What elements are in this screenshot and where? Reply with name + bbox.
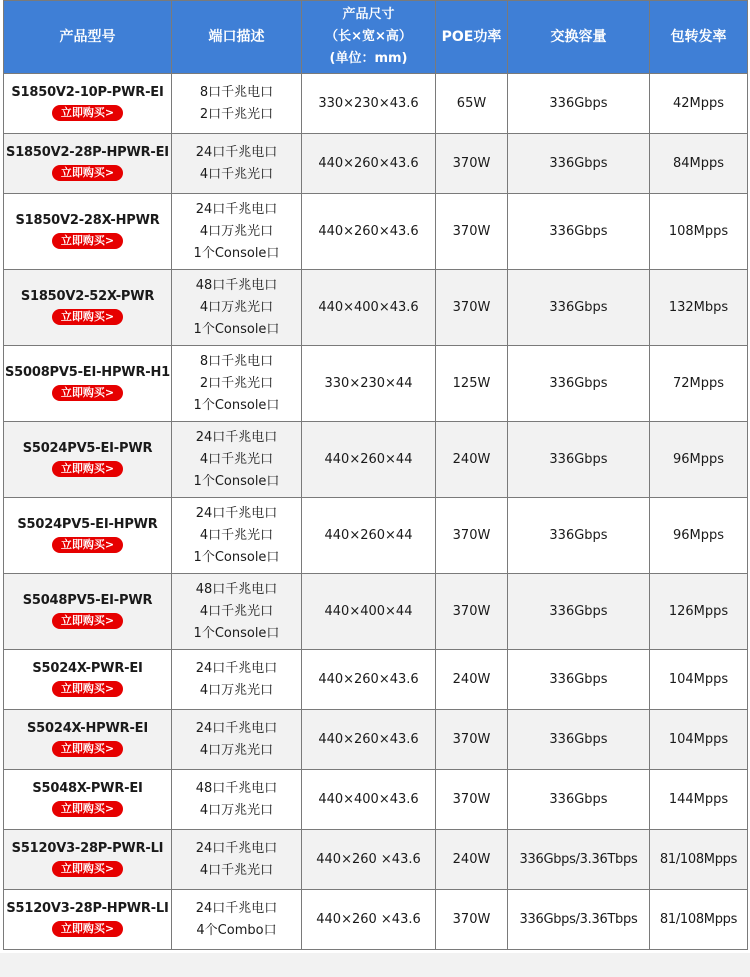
ports-cell bbox=[172, 134, 302, 194]
port-line: 4口万兆光口 bbox=[199, 682, 274, 698]
port-line: 24口千兆电口 bbox=[195, 505, 278, 521]
pps-cell: 72Mpps bbox=[650, 346, 748, 422]
model-cell bbox=[4, 770, 172, 830]
size-cell: 330×230×43.6 bbox=[302, 74, 436, 134]
ports-cell bbox=[172, 830, 302, 890]
size-cell: 440×260×43.6 bbox=[302, 710, 436, 770]
port-line: 4口万兆光口 bbox=[199, 223, 274, 239]
port-line: 8口千兆电口 bbox=[199, 353, 274, 369]
poe-cell: 370W bbox=[436, 574, 508, 650]
capacity-cell: 336Gbps bbox=[508, 650, 650, 710]
capacity-cell: 336Gbps/3.36Tbps bbox=[508, 890, 650, 950]
port-line: 4口万兆光口 bbox=[199, 742, 274, 758]
port-line: 24口千兆电口 bbox=[195, 429, 278, 445]
model-name: S5048X-PWR-EI bbox=[32, 780, 143, 796]
ports-cell bbox=[172, 74, 302, 134]
capacity-cell: 336Gbps bbox=[508, 134, 650, 194]
size-cell: 330×230×44 bbox=[302, 346, 436, 422]
buy-now-button[interactable]: 立即购买> bbox=[52, 461, 123, 477]
pps-cell: 81/108Mpps bbox=[650, 830, 748, 890]
header-size-line1: 产品尺寸 bbox=[342, 7, 395, 22]
table-row bbox=[4, 710, 748, 770]
port-line: 2口千兆光口 bbox=[199, 375, 274, 391]
pps-cell: 104Mpps bbox=[650, 650, 748, 710]
table-row bbox=[4, 890, 748, 950]
port-line: 24口千兆电口 bbox=[195, 201, 278, 217]
buy-now-button[interactable]: 立即购买> bbox=[52, 537, 123, 553]
poe-cell: 370W bbox=[436, 498, 508, 574]
port-line: 4口千兆光口 bbox=[199, 603, 274, 619]
capacity-cell: 336Gbps/3.36Tbps bbox=[508, 830, 650, 890]
buy-now-button[interactable]: 立即购买> bbox=[52, 613, 123, 629]
table-row bbox=[4, 346, 748, 422]
port-line: 48口千兆电口 bbox=[195, 277, 278, 293]
port-line: 24口千兆电口 bbox=[195, 660, 278, 676]
port-line: 4个Combo口 bbox=[196, 922, 277, 938]
poe-cell: 65W bbox=[436, 74, 508, 134]
port-line: 1个Console口 bbox=[193, 473, 280, 489]
model-cell bbox=[4, 890, 172, 950]
port-line: 4口千兆光口 bbox=[199, 451, 274, 467]
table-row bbox=[4, 270, 748, 346]
table-header-row bbox=[4, 1, 748, 74]
size-cell: 440×400×43.6 bbox=[302, 270, 436, 346]
model-cell bbox=[4, 74, 172, 134]
buy-now-button[interactable]: 立即购买> bbox=[52, 921, 123, 937]
ports-cell bbox=[172, 650, 302, 710]
ports-cell bbox=[172, 422, 302, 498]
pps-cell: 96Mpps bbox=[650, 422, 748, 498]
header-size-line3: (单位：mm) bbox=[329, 51, 408, 66]
model-name: S5024X-HPWR-EI bbox=[27, 720, 148, 736]
size-cell: 440×260×43.6 bbox=[302, 134, 436, 194]
buy-now-button[interactable]: 立即购买> bbox=[52, 861, 123, 877]
header-capacity: 交换容量 bbox=[508, 1, 650, 74]
size-cell: 440×260×43.6 bbox=[302, 194, 436, 270]
capacity-cell: 336Gbps bbox=[508, 710, 650, 770]
table-row bbox=[4, 134, 748, 194]
model-cell bbox=[4, 710, 172, 770]
port-line: 2口千兆光口 bbox=[199, 106, 274, 122]
port-line: 4口万兆光口 bbox=[199, 802, 274, 818]
buy-now-button[interactable]: 立即购买> bbox=[52, 385, 123, 401]
poe-cell: 370W bbox=[436, 710, 508, 770]
table-row bbox=[4, 650, 748, 710]
header-model: 产品型号 bbox=[4, 1, 172, 74]
ports-cell bbox=[172, 346, 302, 422]
model-name: S5024X-PWR-EI bbox=[32, 660, 143, 676]
port-line: 1个Console口 bbox=[193, 245, 280, 261]
model-cell bbox=[4, 830, 172, 890]
size-cell: 440×260 ×43.6 bbox=[302, 830, 436, 890]
ports-cell bbox=[172, 890, 302, 950]
table-row bbox=[4, 770, 748, 830]
model-cell bbox=[4, 574, 172, 650]
header-size bbox=[302, 1, 436, 74]
port-line: 48口千兆电口 bbox=[195, 581, 278, 597]
port-line: 1个Console口 bbox=[193, 549, 280, 565]
model-cell bbox=[4, 346, 172, 422]
port-line: 4口千兆光口 bbox=[199, 862, 274, 878]
size-cell: 440×260×44 bbox=[302, 498, 436, 574]
port-line: 8口千兆电口 bbox=[199, 84, 274, 100]
pps-cell: 81/108Mpps bbox=[650, 890, 748, 950]
model-name: S1850V2-28X-HPWR bbox=[15, 212, 160, 228]
model-cell bbox=[4, 134, 172, 194]
table-body bbox=[4, 74, 748, 950]
port-line: 1个Console口 bbox=[193, 397, 280, 413]
capacity-cell: 336Gbps bbox=[508, 422, 650, 498]
ports-cell bbox=[172, 574, 302, 650]
capacity-cell: 336Gbps bbox=[508, 346, 650, 422]
port-line: 24口千兆电口 bbox=[195, 840, 278, 856]
model-cell bbox=[4, 270, 172, 346]
port-line: 4口千兆光口 bbox=[199, 527, 274, 543]
model-cell bbox=[4, 650, 172, 710]
capacity-cell: 336Gbps bbox=[508, 574, 650, 650]
model-name: S5008PV5-EI-HPWR-H1 bbox=[5, 364, 170, 380]
model-name: S1850V2-28P-HPWR-EI bbox=[6, 144, 169, 160]
poe-cell: 125W bbox=[436, 346, 508, 422]
buy-now-button[interactable]: 立即购买> bbox=[52, 801, 123, 817]
size-cell: 440×260×44 bbox=[302, 422, 436, 498]
model-cell bbox=[4, 498, 172, 574]
port-line: 24口千兆电口 bbox=[195, 720, 278, 736]
size-cell: 440×260×43.6 bbox=[302, 650, 436, 710]
header-pps: 包转发率 bbox=[650, 1, 748, 74]
capacity-cell: 336Gbps bbox=[508, 270, 650, 346]
poe-cell: 370W bbox=[436, 770, 508, 830]
poe-cell: 370W bbox=[436, 134, 508, 194]
header-size-line2: （长×宽×高） bbox=[325, 29, 412, 44]
port-line: 1个Console口 bbox=[193, 321, 280, 337]
ports-cell bbox=[172, 270, 302, 346]
poe-cell: 240W bbox=[436, 830, 508, 890]
size-cell: 440×400×43.6 bbox=[302, 770, 436, 830]
model-cell bbox=[4, 194, 172, 270]
table-row bbox=[4, 74, 748, 134]
pps-cell: 144Mpps bbox=[650, 770, 748, 830]
table-row bbox=[4, 498, 748, 574]
pps-cell: 126Mpps bbox=[650, 574, 748, 650]
port-line: 48口千兆电口 bbox=[195, 780, 278, 796]
poe-cell: 370W bbox=[436, 270, 508, 346]
table-row bbox=[4, 422, 748, 498]
header-ports: 端口描述 bbox=[172, 1, 302, 74]
model-name: S1850V2-52X-PWR bbox=[20, 288, 155, 304]
buy-now-button[interactable]: 立即购买> bbox=[52, 681, 123, 697]
table-row bbox=[4, 830, 748, 890]
poe-cell: 240W bbox=[436, 422, 508, 498]
capacity-cell: 336Gbps bbox=[508, 498, 650, 574]
model-name: S5024PV5-EI-HPWR bbox=[17, 516, 158, 532]
ports-cell bbox=[172, 498, 302, 574]
pps-cell: 108Mpps bbox=[650, 194, 748, 270]
ports-cell bbox=[172, 710, 302, 770]
pps-cell: 96Mpps bbox=[650, 498, 748, 574]
ports-cell bbox=[172, 770, 302, 830]
model-name: S5120V3-28P-HPWR-LI bbox=[6, 900, 169, 916]
buy-now-button[interactable]: 立即购买> bbox=[52, 309, 123, 325]
ports-cell bbox=[172, 194, 302, 270]
poe-cell: 370W bbox=[436, 890, 508, 950]
port-line: 24口千兆电口 bbox=[195, 144, 278, 160]
capacity-cell: 336Gbps bbox=[508, 194, 650, 270]
port-line: 24口千兆电口 bbox=[195, 900, 278, 916]
capacity-cell: 336Gbps bbox=[508, 74, 650, 134]
pps-cell: 104Mpps bbox=[650, 710, 748, 770]
pps-cell: 42Mpps bbox=[650, 74, 748, 134]
buy-now-button[interactable]: 立即购买> bbox=[52, 165, 123, 181]
buy-now-button[interactable]: 立即购买> bbox=[52, 105, 123, 121]
header-poe: POE功率 bbox=[436, 1, 508, 74]
poe-cell: 370W bbox=[436, 194, 508, 270]
model-name: S1850V2-10P-PWR-EI bbox=[11, 84, 164, 100]
model-name: S5120V3-28P-PWR-LI bbox=[11, 840, 164, 856]
model-cell bbox=[4, 422, 172, 498]
pps-cell: 132Mbps bbox=[650, 270, 748, 346]
model-name: S5024PV5-EI-PWR bbox=[22, 440, 153, 456]
size-cell: 440×400×44 bbox=[302, 574, 436, 650]
buy-now-button[interactable]: 立即购买> bbox=[52, 741, 123, 757]
buy-now-button[interactable]: 立即购买> bbox=[52, 233, 123, 249]
size-cell: 440×260 ×43.6 bbox=[302, 890, 436, 950]
pps-cell: 84Mpps bbox=[650, 134, 748, 194]
capacity-cell: 336Gbps bbox=[508, 770, 650, 830]
poe-cell: 240W bbox=[436, 650, 508, 710]
port-line: 1个Console口 bbox=[193, 625, 280, 641]
product-spec-table bbox=[3, 0, 748, 950]
table-row bbox=[4, 574, 748, 650]
table-row bbox=[4, 194, 748, 270]
model-name: S5048PV5-EI-PWR bbox=[22, 592, 153, 608]
port-line: 4口万兆光口 bbox=[199, 299, 274, 315]
port-line: 4口千兆光口 bbox=[199, 166, 274, 182]
